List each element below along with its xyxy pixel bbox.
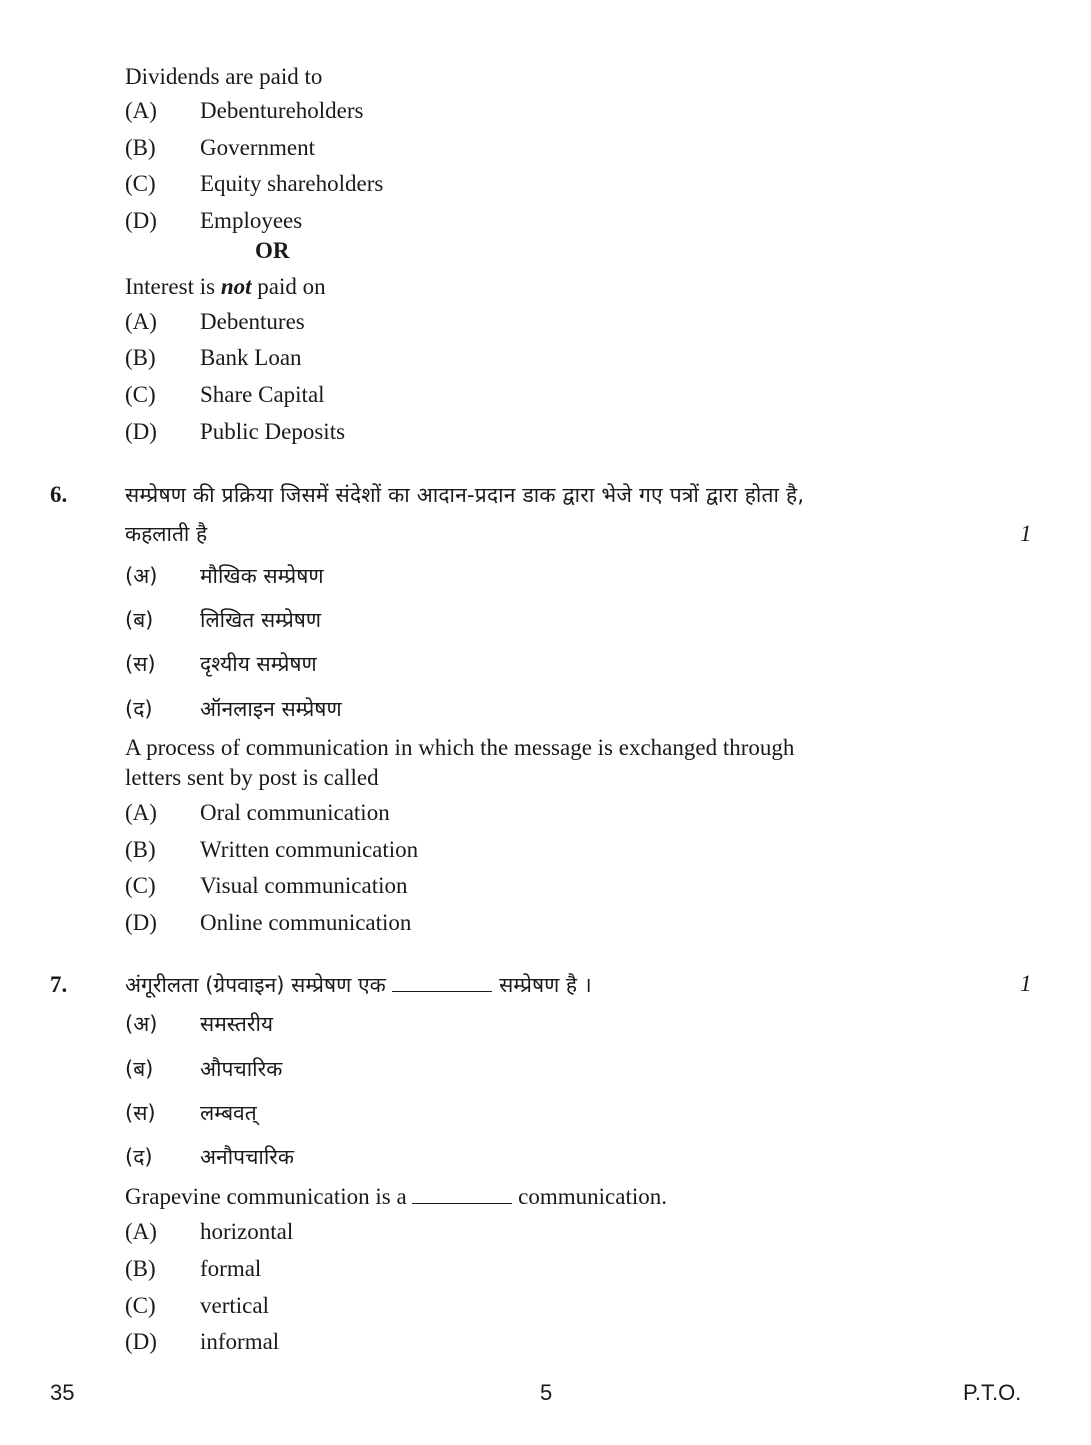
q7-english-option-a-label: (A) [125,1219,157,1244]
q5-option-c-text: Equity shareholders [200,171,384,196]
please-turn-over: P.T.O. [963,1380,1022,1405]
q5-option-b-label: (B) [125,135,156,160]
q6-english-stem-line1: A process of communication in which the message is exchanged through [125,735,795,760]
q6-english-option-d-text: Online communication [200,910,412,935]
q7-english-option-a-text: horizontal [200,1219,294,1244]
q7-english-stem-post: communication. [518,1184,667,1209]
page-number: 5 [540,1380,553,1405]
q5-alt-option-c-text: Share Capital [200,382,325,407]
q7-hindi-blank [392,973,492,992]
q7-hindi-option-b-label: (ब) [125,1057,154,1081]
q7-english-option-d-text: informal [200,1329,280,1354]
q6-english-option-b-label: (B) [125,837,156,862]
q5-option-c-label: (C) [125,171,156,196]
q6-hindi-option-a-label: (अ) [125,564,158,588]
q7-english-option-c-text: vertical [200,1293,269,1318]
q6-english-option-a-text: Oral communication [200,800,390,825]
q6-hindi-option-b-text: लिखित सम्प्रेषण [200,608,322,632]
q6-hindi-stem-line2: कहलाती है [125,522,208,546]
q6-english-option-c-text: Visual communication [200,873,408,898]
q6-hindi-option-c-text: दृश्यीय सम्प्रेषण [200,652,317,676]
q6-english-stem-line2: letters sent by post is called [125,765,379,790]
q5-alt-option-d-label: (D) [125,419,157,444]
q7-hindi-option-a-text: समस्तरीय [200,1012,274,1036]
q7-english-option-d-label: (D) [125,1329,157,1354]
q7-english-option-b-label: (B) [125,1256,156,1281]
q5-option-a-text: Debentureholders [200,98,364,123]
q7-hindi-option-d-text: अनौपचारिक [200,1145,294,1169]
q5-alt-option-a-text: Debentures [200,309,305,334]
q5-alt-option-d-text: Public Deposits [200,419,346,444]
q5-stem: Dividends are paid to [125,64,323,89]
q7-english-stem [125,1182,667,1212]
q7-marks: 1 [1020,971,1032,996]
q6-hindi-option-d-label: (द) [125,697,153,721]
q7-hindi-option-a-label: (अ) [125,1012,158,1036]
or-separator: OR [255,238,290,263]
q6-hindi-option-d-text: ऑनलाइन सम्प्रेषण [200,697,342,721]
q7-number: 7. [50,972,68,997]
q6-hindi-option-c-label: (स) [125,652,156,676]
q6-marks: 1 [1020,521,1032,546]
q7-hindi-stem [125,970,592,1000]
q6-english-option-a-label: (A) [125,800,157,825]
q5-alt-stem [125,272,326,302]
q6-number: 6. [50,482,68,507]
q5-alt-stem-post: paid on [251,274,326,299]
q7-hindi-option-c-label: (स) [125,1101,156,1125]
q6-hindi-stem-line1: सम्प्रेषण की प्रक्रिया जिसमें संदेशों का आदान-प्रदान डाक द्वारा भेजे गए पत्रों द्वारा होता है, [125,483,805,507]
q7-hindi-stem-post: सम्प्रेषण है । [499,973,592,997]
q7-hindi-option-b-text: औपचारिक [200,1057,283,1081]
paper-code: 35 [50,1380,75,1405]
q5-option-a-label: (A) [125,98,157,123]
q7-english-option-c-label: (C) [125,1293,156,1318]
q6-english-option-d-label: (D) [125,910,157,935]
q6-english-option-c-label: (C) [125,873,156,898]
q7-english-blank [412,1185,512,1204]
q5-option-d-text: Employees [200,208,303,233]
q7-english-option-b-text: formal [200,1256,262,1281]
q5-alt-stem-emphasis: not [220,274,252,299]
q5-alt-option-c-label: (C) [125,382,156,407]
q5-alt-option-a-label: (A) [125,309,157,334]
q6-english-option-b-text: Written communication [200,837,419,862]
q7-hindi-option-c-text: लम्बवत् [200,1101,257,1125]
q7-hindi-stem-pre: अंगूरीलता (ग्रेपवाइन) सम्प्रेषण एक [125,973,386,997]
q5-option-d-label: (D) [125,208,157,233]
q7-english-stem-pre: Grapevine communication is a [125,1184,407,1209]
q6-hindi-option-a-text: मौखिक सम्प्रेषण [200,564,324,588]
q5-alt-stem-pre: Interest is [125,274,221,299]
q5-option-b-text: Government [200,135,315,160]
q7-hindi-option-d-label: (द) [125,1145,153,1169]
q5-alt-option-b-text: Bank Loan [200,345,302,370]
q6-hindi-option-b-label: (ब) [125,608,154,632]
q5-alt-option-b-label: (B) [125,345,156,370]
